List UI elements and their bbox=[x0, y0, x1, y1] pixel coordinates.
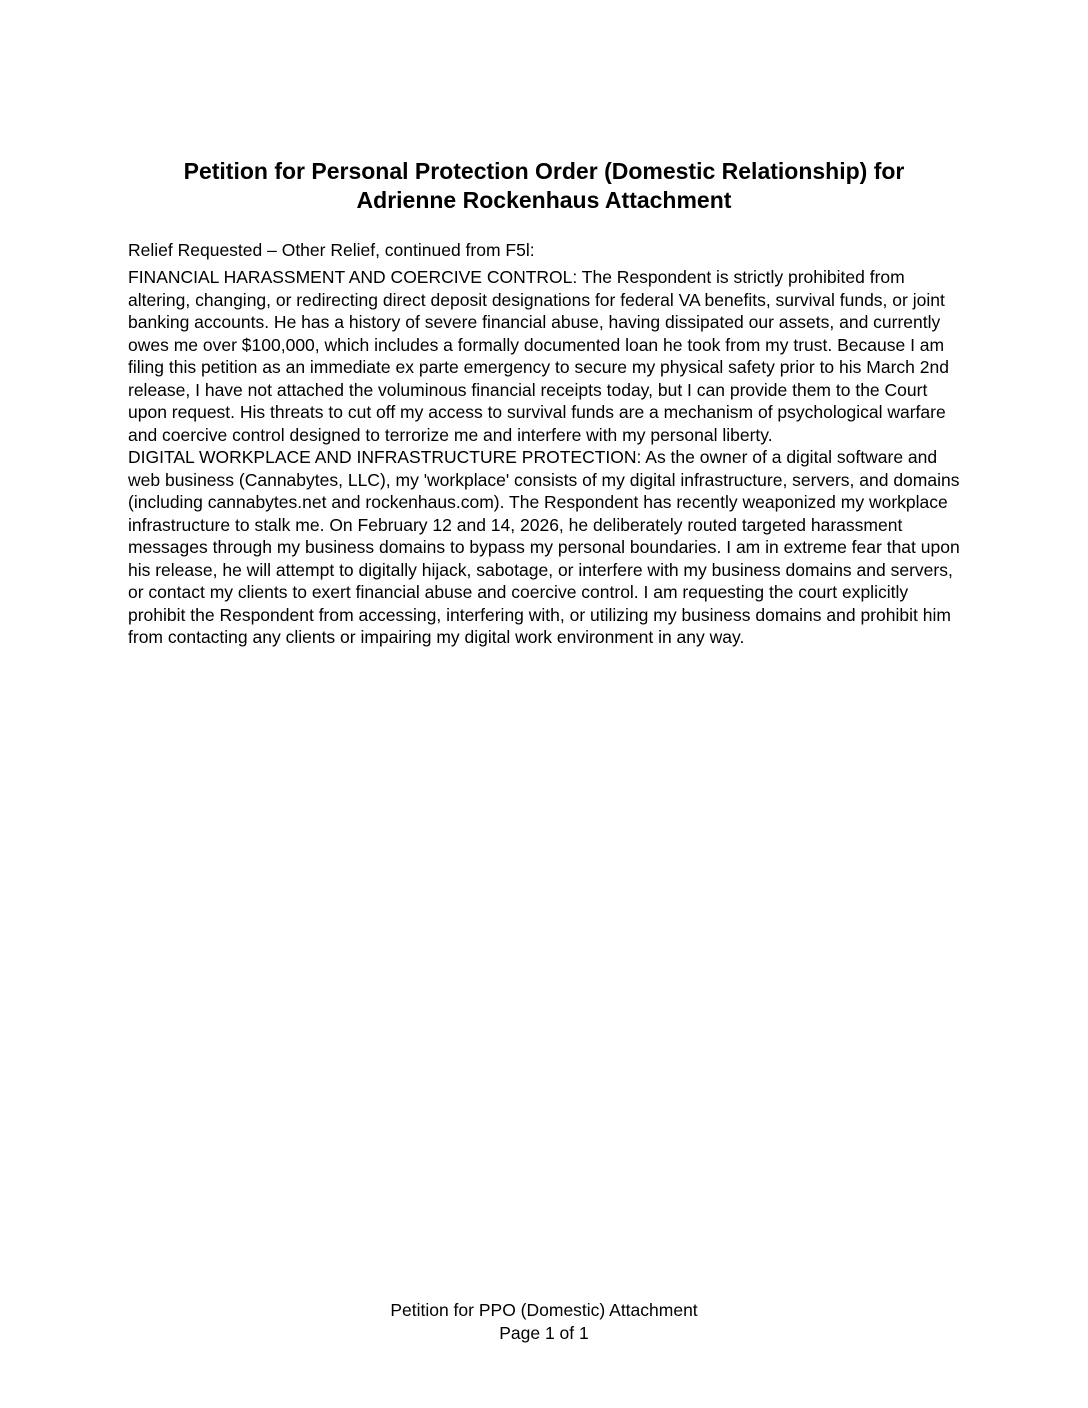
paragraph-financial-harassment: FINANCIAL HARASSMENT AND COERCIVE CONTROL: The Respondent is strictly prohibited from altering, changing, or redirecting direct deposit designations for federal VA benefits, survival funds, or joint banking accounts. He has a history of severe financial abuse, having dissipated our assets, and currently owes me over $100,000, which includes a formally documented loan he took from my trust. Because I am filing this petition as an immediate ex parte emergency to secure my physical safety prior to his March 2nd release, I have not attached the voluminous financial receipts today, but I can provide them to the Court upon request. His threats to cut off my access to survival funds are a mechanism of psychological warfare and coercive control designed to terrorize me and interfere with my personal liberty. bbox=[128, 267, 949, 445]
page-number: Page 1 of 1 bbox=[499, 1322, 589, 1343]
document-title bbox=[128, 157, 960, 215]
title-line-1: Petition for Personal Protection Order (Domestic Relationship) for bbox=[183, 158, 905, 184]
document-body bbox=[128, 266, 968, 649]
paragraph-digital-workplace: DIGITAL WORKPLACE AND INFRASTRUCTURE PROTECTION: As the owner of a digital software and web business (Cannabytes, LLC), my 'workplace' consists of my digital infrastructure, servers, and domains (including cannabytes.net and rockenhaus.com). The Respondent has recently weaponized my workplace infrastructure to stalk me. On February 12 and 14, 2026, he deliberately routed targeted harassment messages through my business domains to bypass my personal boundaries. I am in extreme fear that upon his release, he will attempt to digitally hijack, sabotage, or interfere with my business domains and servers, or contact my clients to exert financial abuse and coercive control. I am requesting the court explicitly prohibit the Respondent from accessing, interfering with, or utilizing my business domains and prohibit him from contacting any clients or impairing my digital work environment in any way. bbox=[128, 447, 960, 647]
relief-requested-heading: Relief Requested – Other Relief, continued from F5l: bbox=[128, 240, 535, 260]
footer-title: Petition for PPO (Domestic) Attachment bbox=[390, 1300, 698, 1320]
page-footer bbox=[0, 1299, 1088, 1344]
title-line-2: Adrienne Rockenhaus Attachment bbox=[356, 187, 732, 213]
